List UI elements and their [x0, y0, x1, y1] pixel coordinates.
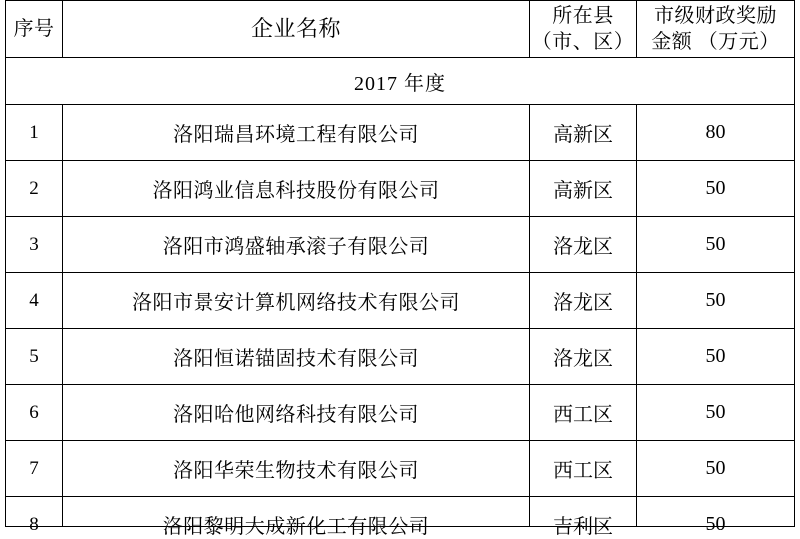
cell-amount: 50: [637, 273, 795, 329]
cell-name: 洛阳恒诺锚固技术有限公司: [63, 329, 530, 385]
cell-amount: [637, 497, 795, 535]
column-header-amount-line2: 金额 （万元）: [651, 31, 780, 53]
cell-amount: 50: [637, 385, 795, 441]
cell-name: 洛阳华荣生物技术有限公司: [63, 441, 530, 497]
cell-county: 洛龙区: [530, 329, 637, 385]
cell-amount: 50: [637, 217, 795, 273]
table-row: [6, 441, 795, 497]
cell-name: 洛阳市景安计算机网络技术有限公司: [63, 273, 530, 329]
cell-county: 西工区: [530, 441, 637, 497]
table-body: [6, 58, 795, 538]
cell-name-text: 洛阳黎明大成新化工有限公司: [162, 516, 430, 538]
cell-name: 洛阳瑞昌环境工程有限公司: [63, 105, 530, 161]
cell-amount: 50: [637, 161, 795, 217]
table-row: [6, 329, 795, 385]
column-header-seq: 序号: [6, 1, 63, 58]
column-header-county-line2: （市、区）: [531, 31, 635, 53]
table-row: [6, 273, 795, 329]
cell-seq: [6, 497, 63, 535]
cell-seq: 7: [6, 441, 63, 497]
cell-seq: 5: [6, 329, 63, 385]
section-title-row: [6, 58, 795, 105]
table-row: [6, 217, 795, 273]
section-title: 2017 年度: [6, 58, 795, 105]
table-row: [6, 497, 795, 527]
cell-name: 洛阳鸿业信息科技股份有限公司: [63, 161, 530, 217]
cell-name: 洛阳哈他网络科技有限公司: [63, 385, 530, 441]
cell-county-text: 吉利区: [553, 516, 613, 538]
table-row: [6, 161, 795, 217]
table-row: [6, 105, 795, 161]
cell-seq: 4: [6, 273, 63, 329]
table-row: [6, 385, 795, 441]
cell-seq-text: 8: [29, 513, 39, 535]
award-table: [5, 0, 795, 538]
cell-seq: 3: [6, 217, 63, 273]
column-header-name: 企业名称: [63, 1, 530, 58]
cell-county: 高新区: [530, 105, 637, 161]
cell-amount: 50: [637, 441, 795, 497]
column-header-county: [530, 1, 637, 58]
table-header: [6, 1, 795, 58]
cell-seq: 1: [6, 105, 63, 161]
cell-county: 洛龙区: [530, 217, 637, 273]
cell-county: [530, 497, 637, 538]
cell-county: 洛龙区: [530, 273, 637, 329]
cell-name: [63, 497, 530, 538]
column-header-amount-line1: 市级财政奖励: [654, 5, 777, 27]
cell-amount: 80: [637, 105, 795, 161]
header-row: [6, 1, 795, 58]
cell-name: 洛阳市鸿盛轴承滚子有限公司: [63, 217, 530, 273]
cell-amount-text: 50: [705, 513, 726, 535]
cell-seq: 2: [6, 161, 63, 217]
cell-amount: 50: [637, 329, 795, 385]
column-header-county-line1: 所在县: [552, 5, 614, 27]
cell-seq: 6: [6, 385, 63, 441]
column-header-amount: [637, 1, 795, 58]
cell-county: 高新区: [530, 161, 637, 217]
cell-county: 西工区: [530, 385, 637, 441]
